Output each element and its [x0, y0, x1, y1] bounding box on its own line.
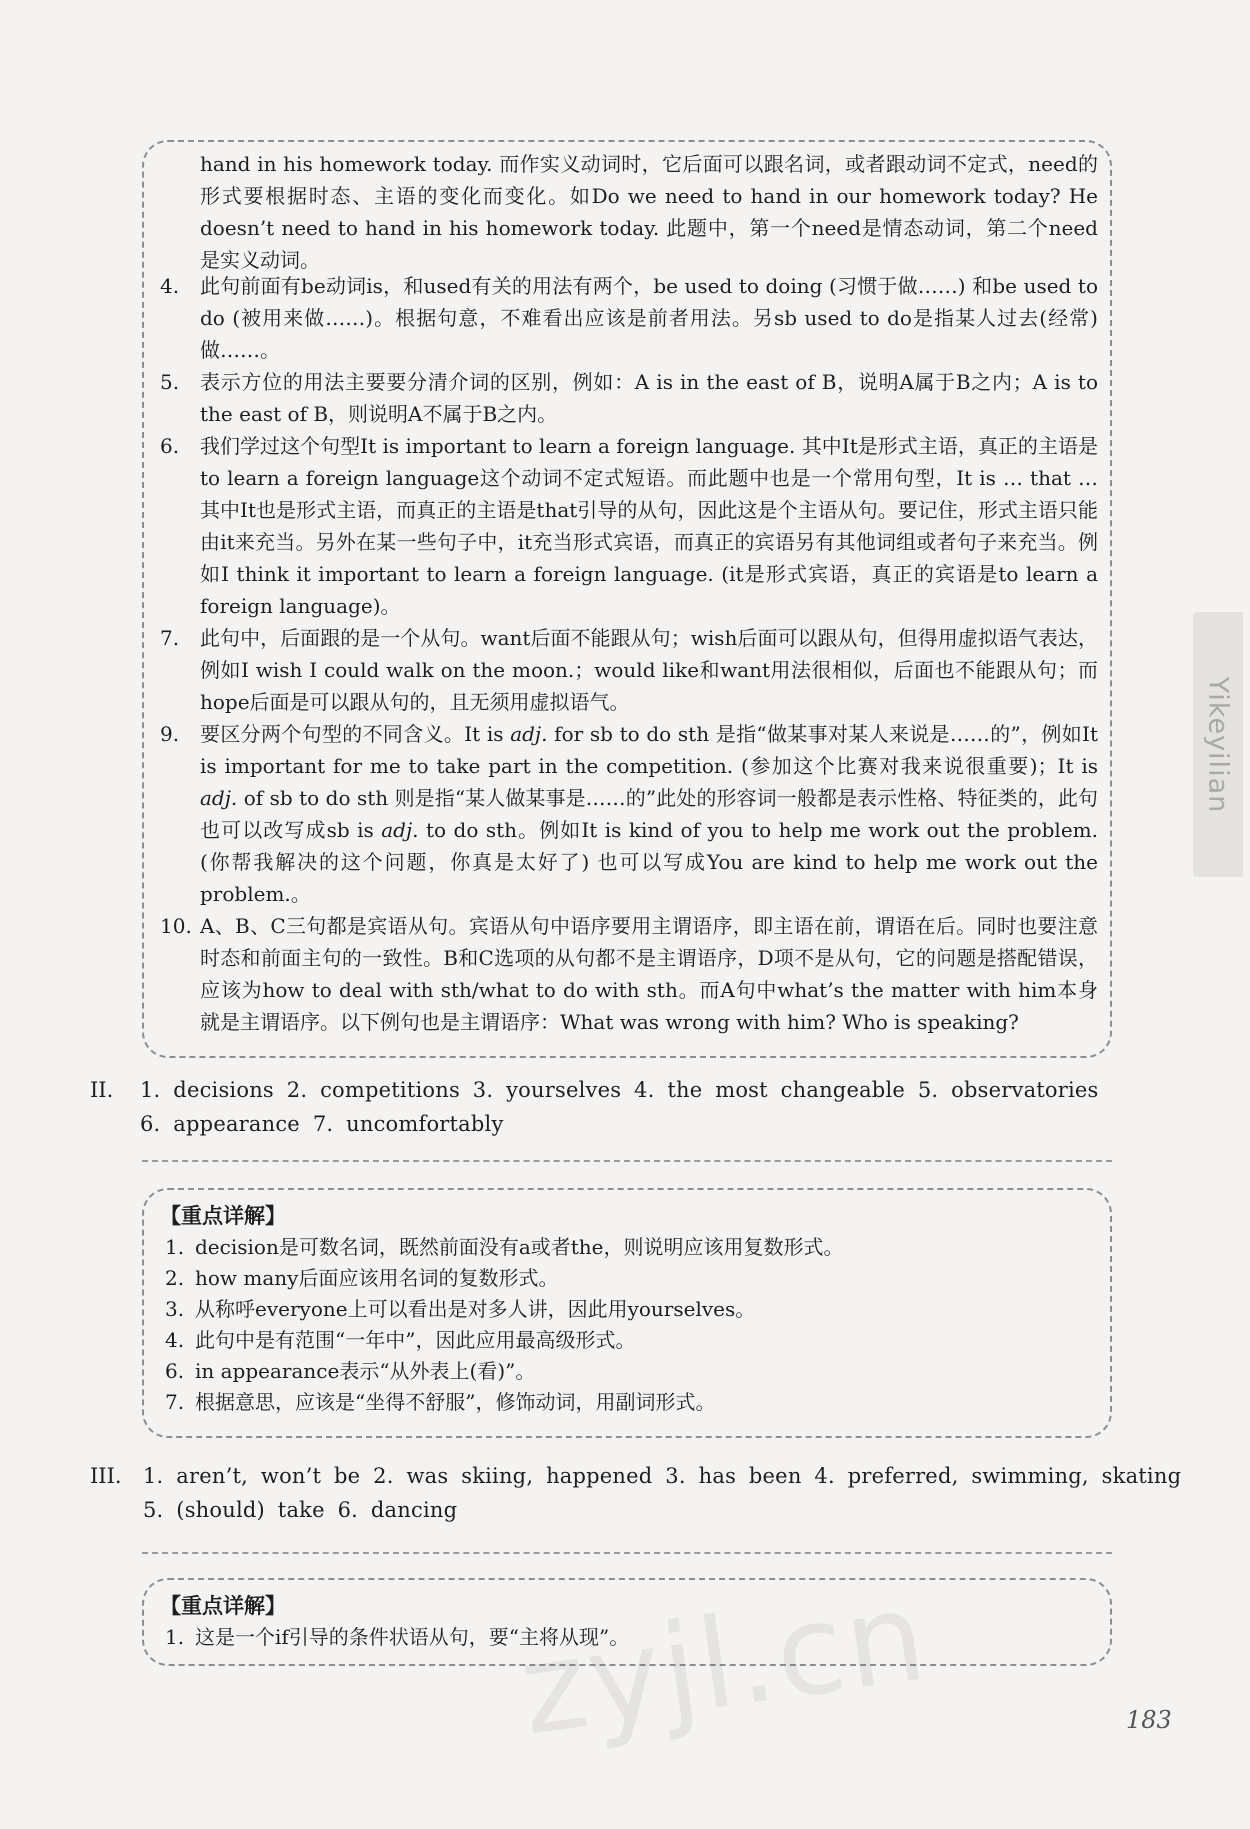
list-item [165, 1356, 1085, 1387]
item-number: 6. [160, 434, 180, 458]
item-number: 9. [160, 722, 180, 746]
section-header: 【重点详解】 [160, 1594, 286, 1618]
section-header: 【重点详解】 [160, 1204, 286, 1228]
item-text: 这是一个if引导的条件状语从句，要“主将从现”。 [195, 1625, 630, 1649]
item-text: 此句前面有be动词is，和used有关的用法有两个，be used to doing (习惯于做……) 和be used to do (被用来做……)。根据句意，不难看出应该是前者用法。另sb used to do是指某人过去(经常)做……。 [200, 274, 1098, 362]
item-number: 4. [165, 1328, 185, 1352]
item-text-d: to do sth。例如It is kind of you to help me work out the problem. (你帮我解决的这个问题，你真是太好了) 也可以写成You are kind to help me work out the problem.。 [200, 818, 1098, 906]
item-text: how many后面应该用名词的复数形式。 [195, 1266, 559, 1290]
answers-line-1: 1. decisions 2. competitions 3. yourselves 4. the most changeable 5. observatories [140, 1078, 1099, 1102]
section-label-iii: III. [90, 1464, 122, 1488]
answers-line-2: 6. appearance 7. uncomfortably [140, 1112, 504, 1136]
item-text: decision是可数名词，既然前面没有a或者the，则说明应该用复数形式。 [195, 1235, 844, 1259]
item-number: 7. [160, 626, 180, 650]
item-number: 4. [160, 274, 180, 298]
item-text: 从称呼everyone上可以看出是对多人讲，因此用yourselves。 [195, 1297, 756, 1321]
item-text-c: of sb to do sth 则是指“某人做某事是……的”此处的形容词一般都是表示性格、特征类的，此句也可以改写成sb is [200, 786, 1098, 842]
item-number: 10. [160, 914, 192, 938]
dashed-divider [142, 1160, 1112, 1162]
item-text: 根据意思，应该是“坐得不舒服”，修饰动词，用副词形式。 [195, 1390, 716, 1414]
item-number: 1. [165, 1625, 185, 1649]
list-item [160, 366, 1098, 430]
list-item [165, 1325, 1085, 1356]
item-text-b: for sb to do sth 是指“做某事对某人来说是……的”，例如It is important for me to take part in the competition. (参加这个比赛对我来说很重要)；It is [200, 722, 1098, 778]
italic-adj: adj. [510, 722, 548, 746]
item-text: 此句中，后面跟的是一个从句。want后面不能跟从句；wish后面可以跟从句，但得用虚拟语气表达，例如I wish I could walk on the moon.；would like和want用法很相似，后面也不能跟从句；而hope后面是可以跟从句的，且无须用虚拟语气。 [200, 626, 1098, 714]
list-item [160, 910, 1098, 1038]
list-item [160, 270, 1098, 366]
item-text: 我们学过这个句型It is important to learn a foreign language. 其中It是形式主语，真正的主语是to learn a foreign language这个动词不定式短语。而此题中也是一个常用句型，It is … that … 其中It也是形式主语，而真正的主语是that引导的从句，因此这是个主语从句。要记住，形式主语只能由it来充当。另外在某一些句子中，it充当形式宾语，而真正的宾语另有其他词组或者句子来充当。例如I think it important to learn a foreign language. (it是形式宾语，真正的宾语是to learn a foreign language)。 [200, 434, 1098, 618]
item-number: 5. [160, 370, 180, 394]
item-number: 1. [165, 1235, 185, 1259]
item-number: 2. [165, 1266, 185, 1290]
italic-adj: adj. [200, 786, 238, 810]
section-label-ii: II. [90, 1078, 114, 1102]
list-item [165, 1294, 1085, 1325]
answers-line-1: 1. aren’t, won’t be 2. was skiing, happened 3. has been 4. preferred, swimming, skating [143, 1464, 1182, 1488]
dashed-divider [142, 1552, 1112, 1554]
explanation-list [165, 1232, 1085, 1418]
list-item [165, 1232, 1085, 1263]
list-item [165, 1387, 1085, 1418]
item-text: A、B、C三句都是宾语从句。宾语从句中语序要用主谓语序，即主语在前，谓语在后。同时也要注意时态和前面主句的一致性。B和C选项的从句都不是主谓语序，D项不是从句，它的问题是搭配错误，应该为how to deal with sth/what to do with sth。而A句中what’s the matter with him本身就是主谓语序。以下例句也是主谓语序：What was wrong with him? Who is speaking? [200, 914, 1098, 1034]
item-text: in appearance表示“从外表上(看)”。 [195, 1359, 536, 1383]
item-number: 7. [165, 1390, 185, 1414]
continuation-paragraph: hand in his homework today. 而作实义动词时，它后面可以跟名词，或者跟动词不定式，need的形式要根据时态、主语的变化而变化。如Do we need to hand in our homework today? He doesn’t need to hand in his homework today. 此题中，第一个need是情态动词，第二个need是实义动词。 [200, 152, 1098, 272]
side-tab [1193, 612, 1243, 877]
list-item [165, 1263, 1085, 1294]
item-text-a: 要区分两个句型的不同含义。It is [200, 722, 511, 746]
item-number: 6. [165, 1359, 185, 1383]
explanation-list [160, 270, 1098, 1038]
list-item [160, 430, 1098, 622]
italic-adj: adj. [381, 818, 419, 842]
item-text: 此句中是有范围“一年中”，因此应用最高级形式。 [195, 1328, 636, 1352]
side-tab-label: Yikeyilian [1202, 676, 1234, 813]
page-number: 183 [1126, 1706, 1172, 1734]
watermark: zyjl.cn [511, 1564, 936, 1764]
list-item [160, 718, 1098, 910]
item-text: 表示方位的用法主要要分清介词的区别，例如：A is in the east of B，说明A属于B之内；A is to the east of B，则说明A不属于B之内。 [200, 370, 1098, 426]
answers-line-2: 5. (should) take 6. dancing [143, 1498, 458, 1522]
list-item [160, 622, 1098, 718]
item-number: 3. [165, 1297, 185, 1321]
